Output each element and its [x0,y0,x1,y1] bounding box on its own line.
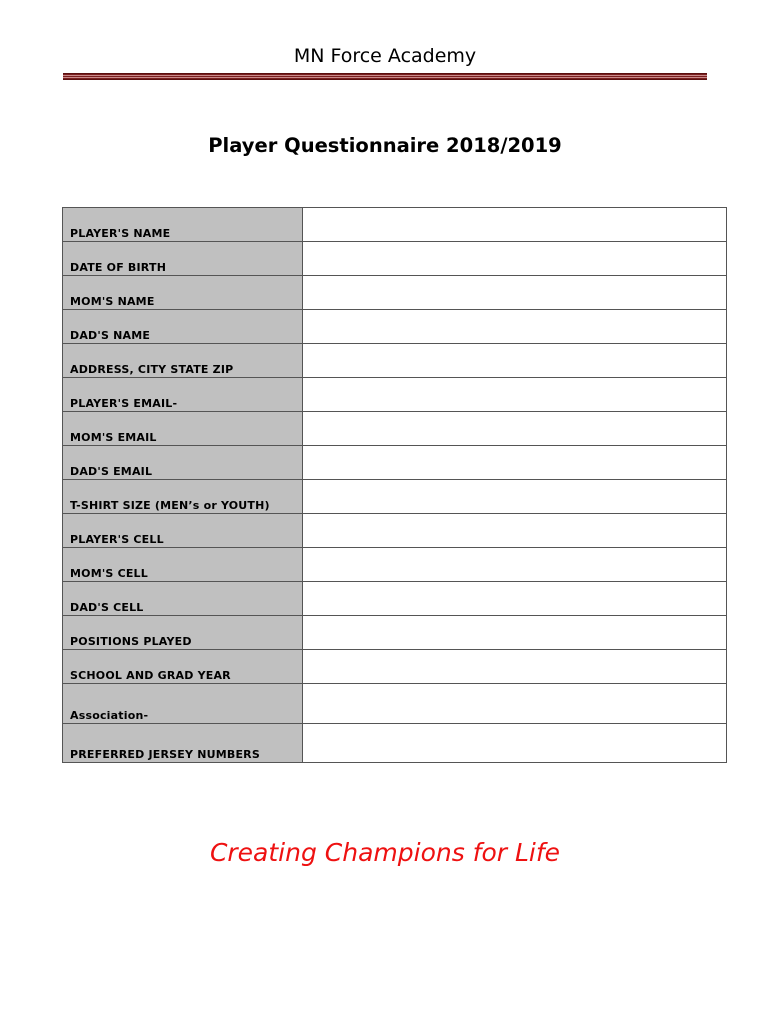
field-input[interactable] [303,684,727,724]
footer-tagline: Creating Champions for Life [209,838,561,867]
form-row [63,446,727,480]
field-label: MOM'S CELL [63,548,303,582]
field-label: ADDRESS, CITY STATE ZIP [63,344,303,378]
field-label: Association- [63,684,303,724]
form-row [63,724,727,763]
field-input[interactable] [303,446,727,480]
questionnaire-table [62,207,727,763]
form-row [63,650,727,684]
field-input[interactable] [303,242,727,276]
field-input[interactable] [303,208,727,242]
field-input[interactable] [303,514,727,548]
field-label: SCHOOL AND GRAD YEAR [63,650,303,684]
field-input[interactable] [303,412,727,446]
field-label: DAD'S EMAIL [63,446,303,480]
field-label: DAD'S NAME [63,310,303,344]
field-label: MOM'S EMAIL [63,412,303,446]
field-input[interactable] [303,582,727,616]
field-label: PLAYER'S EMAIL- [63,378,303,412]
form-row [63,548,727,582]
field-label: PLAYER'S CELL [63,514,303,548]
field-input[interactable] [303,548,727,582]
field-input[interactable] [303,276,727,310]
field-label: DAD'S CELL [63,582,303,616]
field-input[interactable] [303,344,727,378]
form-row [63,514,727,548]
form-row [63,684,727,724]
field-input[interactable] [303,724,727,763]
form-row [63,242,727,276]
field-input[interactable] [303,480,727,514]
form-row [63,276,727,310]
form-row [63,378,727,412]
form-row [63,412,727,446]
form-row [63,480,727,514]
field-label: T-SHIRT SIZE (MEN’s or YOUTH) [63,480,303,514]
form-title: Player Questionnaire 2018/2019 [208,134,562,157]
field-label: POSITIONS PLAYED [63,616,303,650]
form-row [63,582,727,616]
org-header: MN Force Academy [293,45,477,67]
form-row [63,344,727,378]
header-divider [63,73,707,80]
field-input[interactable] [303,650,727,684]
field-label: PREFERRED JERSEY NUMBERS [63,724,303,763]
field-input[interactable] [303,616,727,650]
field-label: MOM'S NAME [63,276,303,310]
form-row [63,208,727,242]
field-input[interactable] [303,378,727,412]
field-input[interactable] [303,310,727,344]
field-label: PLAYER'S NAME [63,208,303,242]
form-row [63,616,727,650]
form-row [63,310,727,344]
field-label: DATE OF BIRTH [63,242,303,276]
